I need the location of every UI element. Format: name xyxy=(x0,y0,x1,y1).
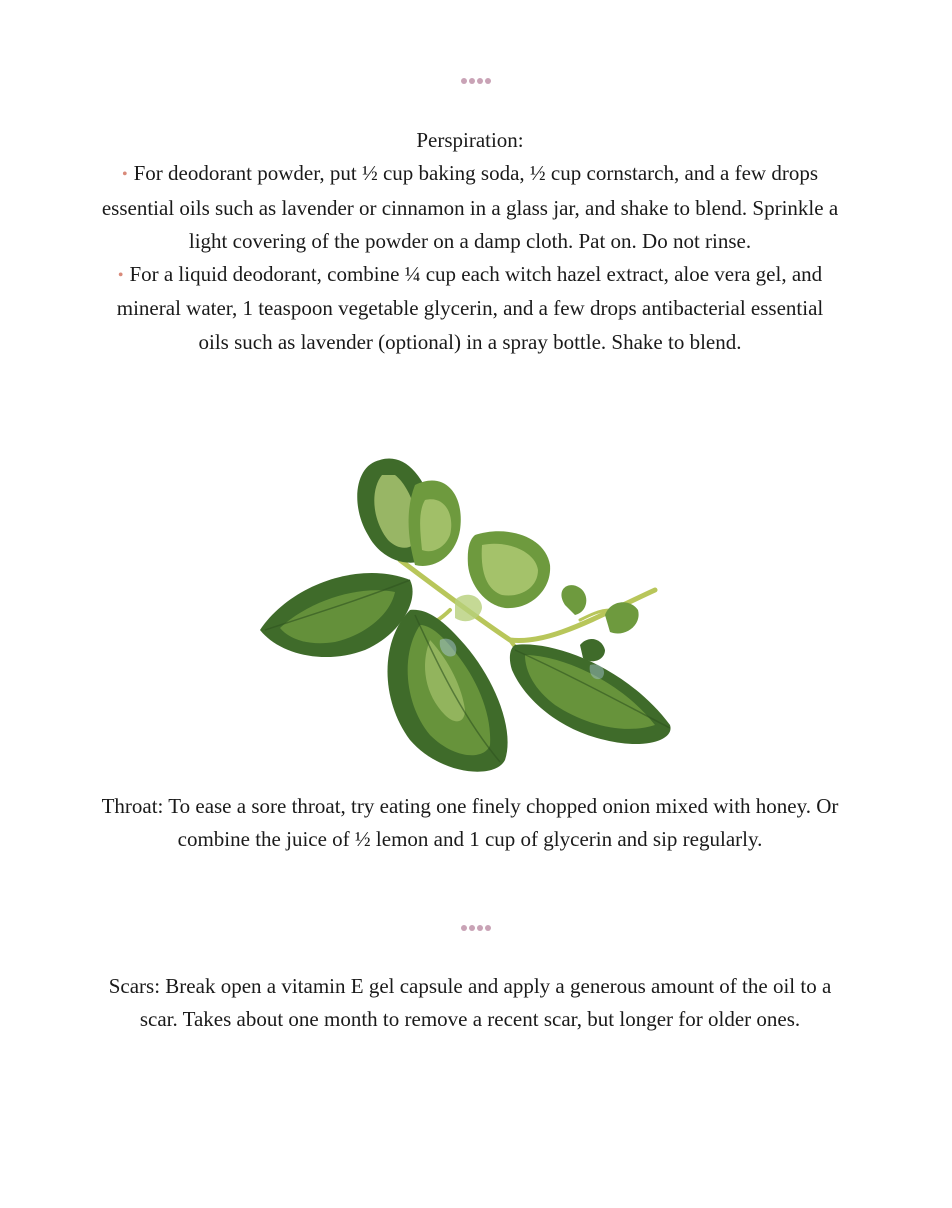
perspiration-heading: Perspiration: xyxy=(416,128,524,152)
perspiration-item-2 xyxy=(100,258,840,359)
divider-dot-icon xyxy=(477,78,483,84)
divider-dot-icon xyxy=(477,925,483,931)
throat-text: Throat: To ease a sore throat, try eating one finely chopped onion mixed with honey. Or combine the juice of ½ lemon and 1 cup of glycerin and sip regularly. xyxy=(101,794,839,852)
section-divider-top xyxy=(0,78,952,88)
bullet-icon: • xyxy=(121,166,128,184)
divider-dot-icon xyxy=(485,925,491,931)
scars-section xyxy=(100,970,840,1037)
divider-dot-icon xyxy=(461,925,467,931)
perspiration-section xyxy=(100,124,840,359)
perspiration-item-1 xyxy=(100,157,840,258)
divider-dot-icon xyxy=(485,78,491,84)
perspiration-item-2-text: For a liquid deodorant, combine ¼ cup each witch hazel extract, aloe vera gel, and mineral water, 1 teaspoon vegetable glycerin, and a few drops antibacterial essential oils such as lavender (optional) in a spray bottle. Shake to blend. xyxy=(116,262,824,354)
basil-sprig-illustration xyxy=(250,440,690,780)
divider-dot-icon xyxy=(469,925,475,931)
divider-dot-icon xyxy=(469,78,475,84)
basil-leaf-icon xyxy=(250,440,690,780)
divider-dot-icon xyxy=(461,78,467,84)
scars-text: Scars: Break open a vitamin E gel capsule and apply a generous amount of the oil to a scar. Takes about one month to remove a recent scar, but longer for older ones. xyxy=(108,974,832,1032)
perspiration-item-1-text: For deodorant powder, put ½ cup baking soda, ½ cup cornstarch, and a few drops essential oils such as lavender or cinnamon in a glass jar, and shake to blend. Sprinkle a light covering of the powder on a damp cloth. Pat on. Do not rinse. xyxy=(101,161,839,253)
throat-section xyxy=(100,790,840,857)
section-divider-middle xyxy=(0,925,952,935)
bullet-icon: • xyxy=(117,267,124,285)
